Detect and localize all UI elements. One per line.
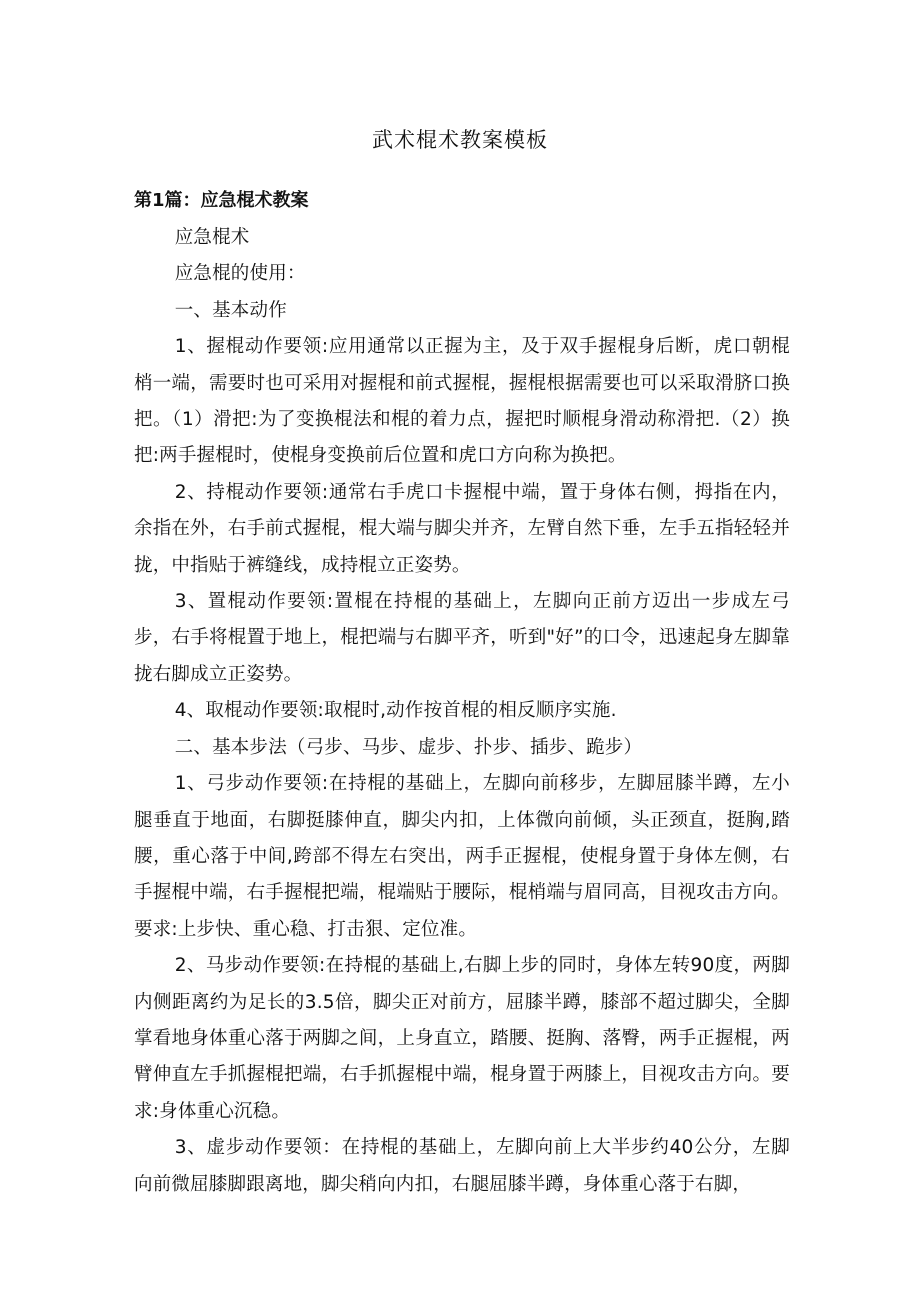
paragraph-horse-stance: 2、马步动作要领:在持棍的基础上,右脚上步的同时，身体左转90度，两脚内侧距离约为足长的3.5倍，脚尖正对前方，屈膝半蹲，膝部不超过脚尖，全脚掌看地身体重心落于两脚之间，上身直立，踏腰、挺胸、落臀，两手正握棍，两臂伸直左手抓握棍把端，右手抓握棍中端，棍身置于两膝上，目视攻击方向。要求:身体重心沉稳。 xyxy=(134,955,790,1122)
paragraph-usage-heading: 应急棍的使用： xyxy=(174,263,306,285)
paragraph-hold: 2、持棍动作要领:通常右手虎口卡握棍中端，置于身体右侧，拇指在内，余指在外，右手前式握棍，棍大端与脚尖并齐，左臂自然下垂，左手五指轻轻并拢，中指贴于裤缝线，成持棍立正姿势。 xyxy=(134,481,790,576)
paragraph-grip: 1、握棍动作要领:应用通常以正握为主，及于双手握棍身后断，虎口朝棍梢一端，需要时也可采用对握棍和前式握棍，握棍根据需要也可以采取滑脐口换把。（1）滑把:为了变换棍法和棍的着力点，握把时顺棍身滑动称滑把.（2）换把:两手握棍时，使棍身变换前后位置和虎口方向称为换把。 xyxy=(134,336,790,467)
paragraph-empty-stance: 3、虚步动作要领：在持棍的基础上，左脚向前上大半步约40公分，左脚向前微屈膝脚跟离地，脚尖稍向内扣，右腿屈膝半蹲，身体重心落于右脚， xyxy=(134,1137,790,1195)
paragraph-footwork-heading: 二、基本步法（弓步、马步、虚步、扑步、插步、跪步） xyxy=(174,736,643,758)
paragraph-subtitle: 应急棍术 xyxy=(174,227,250,248)
paragraph-bow-stance: 1、弓步动作要领:在持棍的基础上，左脚向前移步，左脚屈膝半蹲，左小腿垂直于地面，右脚挺膝伸直，脚尖内扣，上体微向前倾，头正颈直，挺胸,踏腰，重心落于中间,跨部不得左右突出，两手正握棍，使棍身置于身体左侧，右手握棍中端，右手握棍把端，棍端贴于腰际，棍梢端与眉同高，目视攻击方向。要求:上步快、重心稳、打击狠、定位准。 xyxy=(134,773,790,940)
document-title: 武术棍术教案模板 xyxy=(372,128,548,152)
paragraph-take: 4、取棍动作要领:取棍时,动作按首棍的相反顺序实施. xyxy=(174,700,617,722)
document-body xyxy=(134,220,790,1203)
paragraph-place: 3、置棍动作要领:置棍在持棍的基础上，左脚向正前方迈出一步成左弓步，右手将棍置于地上，棍把端与右脚平齐，听到"好”的口令，迅速起身左脚靠拢右脚成立正姿势。 xyxy=(134,591,790,685)
section-heading: 第1篇：应急棍术教案 xyxy=(134,190,309,211)
paragraph-basic-actions-heading: 一、基本动作 xyxy=(174,299,287,321)
